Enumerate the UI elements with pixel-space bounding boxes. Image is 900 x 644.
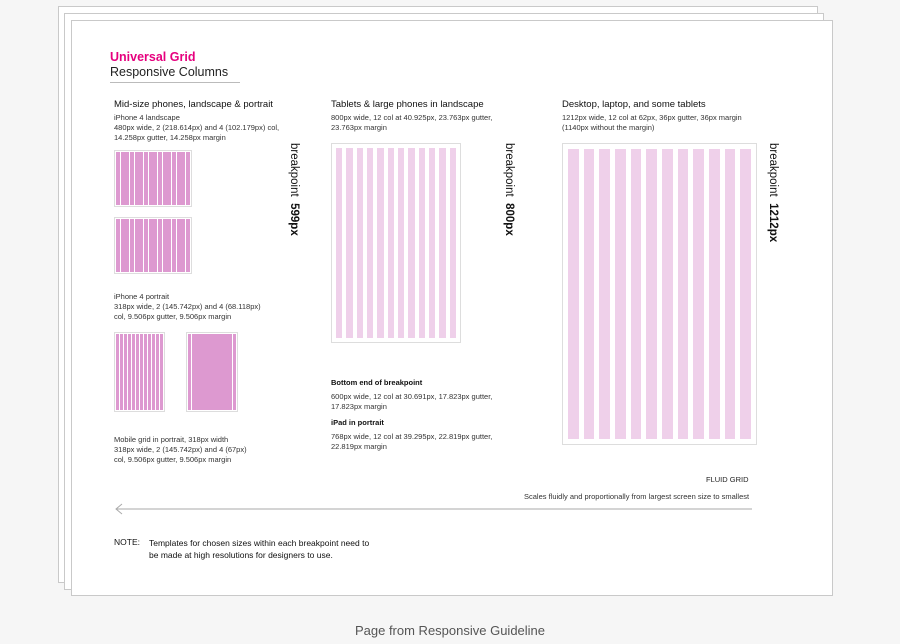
grid-column: [144, 219, 148, 272]
grid-column: [204, 334, 207, 410]
breakpoint-value: 800px: [503, 203, 515, 236]
grid-column: [212, 334, 215, 410]
grid-column: [398, 148, 404, 338]
grid-column: [186, 219, 190, 272]
grid-column: [125, 152, 129, 205]
grid-column: [152, 334, 155, 410]
grid-column: [177, 219, 181, 272]
iphone-portrait-label: iPhone 4 portrait: [114, 292, 170, 301]
grid-column: [156, 334, 159, 410]
grid-column: [163, 219, 167, 272]
grid-column: [158, 219, 162, 272]
grid-portrait-2col: [114, 332, 165, 412]
breakpoint-800-label: [503, 143, 515, 236]
iphone-landscape-desc-line1: 480px wide, 2 (218.614px) and 4 (102.179px) col,: [114, 123, 280, 132]
iphone-landscape-label: iPhone 4 landscape: [114, 113, 180, 122]
bottom-breakpoint-label: Bottom end of breakpoint: [331, 378, 423, 387]
breakpoint-word: breakpoint: [503, 143, 515, 197]
grid-column: [678, 149, 689, 439]
grid-column: [408, 148, 414, 338]
grid-column: [439, 148, 445, 338]
grid-column: [120, 334, 123, 410]
mobile-grid-desc-line3: col, 9.506px gutter, 9.506px margin: [114, 455, 232, 464]
breakpoint-value: 599px: [288, 203, 300, 236]
grid-column: [132, 334, 135, 410]
desktop-heading: Desktop, laptop, and some tablets: [562, 99, 706, 110]
desktop-desc-line1: 1212px wide, 12 col at 62px, 36px gutter, 36px margin: [562, 113, 742, 122]
grid-column: [357, 148, 363, 338]
note-text-line1: Templates for chosen sizes within each breakpoint need to: [149, 538, 370, 548]
grid-column: [200, 334, 203, 410]
grid-column: [725, 149, 736, 439]
grid-column: [148, 334, 151, 410]
fluid-grid-label: FLUID GRID: [706, 475, 749, 484]
grid-column: [163, 152, 167, 205]
ipad-portrait-desc-line2: 22.819px margin: [331, 442, 387, 451]
fluid-grid-description: Scales fluidly and proportionally from largest screen size to smallest: [524, 492, 750, 501]
grid-column: [139, 152, 143, 205]
note-label: NOTE:: [114, 537, 140, 547]
breakpoint-599-label: [288, 143, 300, 236]
grid-column: [135, 219, 139, 272]
grid-column: [160, 334, 163, 410]
grid-column: [367, 148, 373, 338]
bottom-breakpoint-desc-line1: 600px wide, 12 col at 30.691px, 17.823px gutter,: [331, 392, 493, 401]
grid-column: [181, 152, 185, 205]
grid-column: [233, 334, 236, 410]
grid-column: [135, 152, 139, 205]
grid-column: [121, 219, 125, 272]
breakpoint-word: breakpoint: [767, 143, 779, 197]
grid-column: [144, 152, 148, 205]
grid-column: [216, 334, 219, 410]
mid-size-heading: Mid-size phones, landscape & portrait: [114, 99, 273, 110]
grid-column: [116, 152, 120, 205]
grid-column: [149, 152, 153, 205]
grid-column: [139, 219, 143, 272]
title-divider: [110, 82, 240, 83]
bottom-breakpoint-desc-line2: 17.823px margin: [331, 402, 387, 411]
grid-column: [125, 219, 129, 272]
iphone-portrait-desc-line1: 318px wide, 2 (145.742px) and 4 (68.118px): [114, 302, 261, 311]
ipad-portrait-desc-line1: 768px wide, 12 col at 39.295px, 22.819px gutter,: [331, 432, 493, 441]
grid-column: [631, 149, 642, 439]
grid-column: [196, 334, 199, 410]
grid-column: [116, 334, 119, 410]
grid-column: [740, 149, 751, 439]
note-text: [149, 537, 409, 561]
grid-column: [172, 219, 176, 272]
grid-column: [181, 219, 185, 272]
grid-column: [693, 149, 704, 439]
grid-tablet-12col: [331, 143, 461, 343]
grid-column: [186, 152, 190, 205]
grid-column: [188, 334, 191, 410]
grid-column: [136, 334, 139, 410]
grid-column: [128, 334, 131, 410]
iphone-portrait-desc-line2: col, 9.506px gutter, 9.506px margin: [114, 312, 232, 321]
grid-column: [346, 148, 352, 338]
grid-column: [662, 149, 673, 439]
grid-column: [116, 219, 120, 272]
grid-landscape-4col: [114, 217, 192, 274]
ipad-portrait-label: iPad in portrait: [331, 418, 384, 427]
grid-column: [153, 152, 157, 205]
grid-column: [568, 149, 579, 439]
grid-column: [144, 334, 147, 410]
mobile-grid-desc-line2: 318px wide, 2 (145.742px) and 4 (67px): [114, 445, 247, 454]
mobile-grid-desc-line1: Mobile grid in portrait, 318px width: [114, 435, 229, 444]
grid-column: [140, 334, 143, 410]
tablet-heading: Tablets & large phones in landscape: [331, 99, 484, 110]
grid-column: [208, 334, 211, 410]
grid-landscape-2col: [114, 150, 192, 207]
note-text-line2: be made at high resolutions for designers to use.: [149, 550, 333, 560]
grid-column: [192, 334, 195, 410]
figure-caption: Page from Responsive Guideline: [354, 623, 546, 638]
grid-column: [149, 219, 153, 272]
grid-column: [646, 149, 657, 439]
grid-column: [336, 148, 342, 338]
grid-column: [220, 334, 223, 410]
grid-column: [450, 148, 456, 338]
grid-column: [224, 334, 227, 410]
grid-column: [121, 152, 125, 205]
document-title: Universal Grid: [110, 50, 196, 64]
document-subtitle: Responsive Columns: [110, 65, 229, 79]
grid-column: [388, 148, 394, 338]
grid-column: [167, 152, 171, 205]
breakpoint-1212-label: [767, 143, 779, 242]
desktop-desc-line2: (1140px without the margin): [562, 123, 655, 132]
grid-column: [130, 152, 134, 205]
fluid-scale-arrow-icon: [114, 503, 754, 515]
grid-column: [158, 152, 162, 205]
grid-desktop-12col: [562, 143, 757, 445]
grid-column: [584, 149, 595, 439]
grid-column: [429, 148, 435, 338]
breakpoint-word: breakpoint: [288, 143, 300, 197]
grid-column: [130, 219, 134, 272]
grid-column: [599, 149, 610, 439]
tablet-desc-line2: 23.763px margin: [331, 123, 387, 132]
grid-portrait-4col: [186, 332, 238, 412]
grid-column: [167, 219, 171, 272]
grid-column: [228, 334, 231, 410]
breakpoint-value: 1212px: [767, 203, 779, 243]
grid-column: [615, 149, 626, 439]
grid-column: [419, 148, 425, 338]
tablet-desc-line1: 800px wide, 12 col at 40.925px, 23.763px gutter,: [331, 113, 493, 122]
iphone-landscape-desc-line2: 14.258px gutter, 14.258px margin: [114, 133, 226, 142]
grid-column: [153, 219, 157, 272]
grid-column: [377, 148, 383, 338]
grid-column: [177, 152, 181, 205]
grid-column: [709, 149, 720, 439]
grid-column: [172, 152, 176, 205]
grid-column: [124, 334, 127, 410]
